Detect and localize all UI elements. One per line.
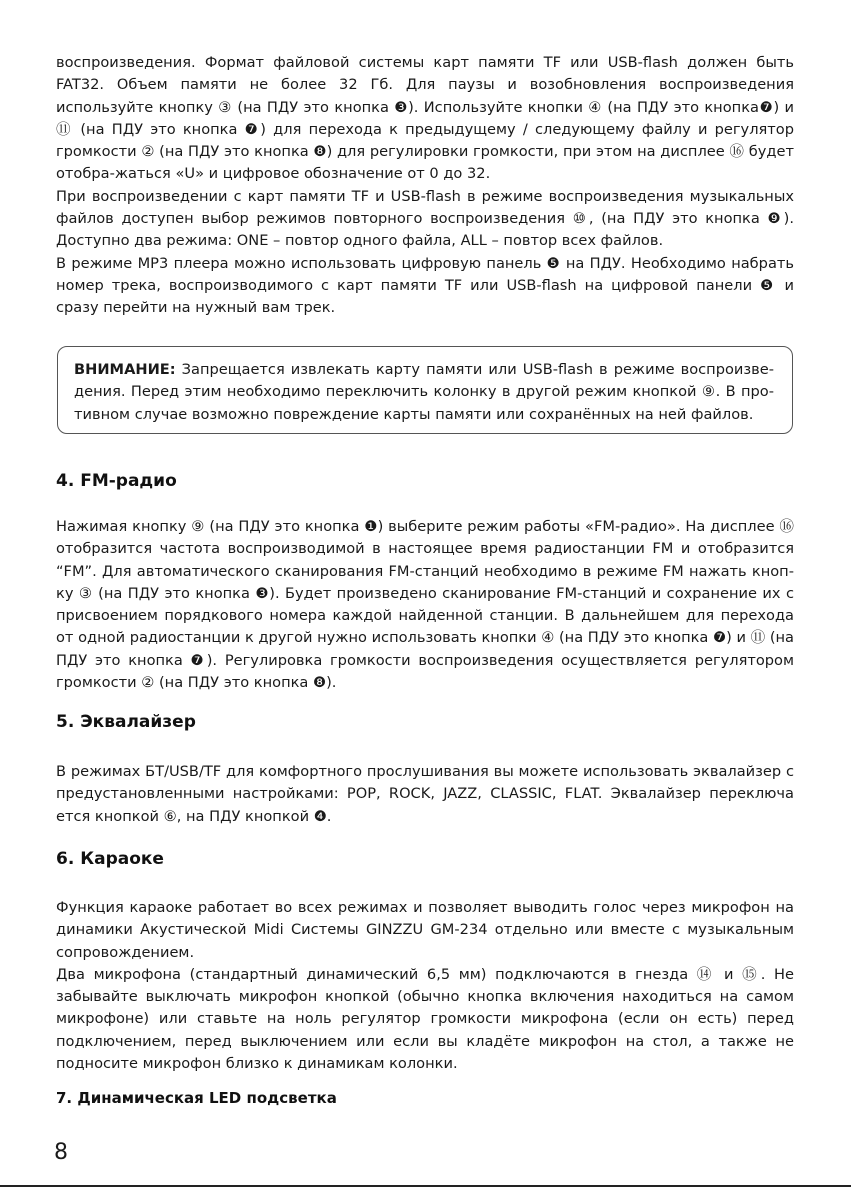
- intro-block: [56, 52, 794, 320]
- warning-body: Запрещается извлекать карту памяти или USB-flash в режиме воспроизве-дения. Перед этим необходимо переключить колонку в другой режим кнопкой ⑨. В про-тивном случае возможно повреждение карты памяти или сохранённых на ней файлов.: [74, 361, 774, 423]
- fm-paragraph: Нажимая кнопку ⑨ (на ПДУ это кнопка ❶) выберите режим работы «FM-радио». На дисплее ⑯ отобразится частота воспроизводимой в настоящее время радиостанции FM и отобразится “FM”. Для автоматического сканирования FM-станций необходимо в режиме FM нажать кноп-ку ③ (на ПДУ это кнопка ❸). Будет произведено сканирование FM-станций и сохранение их с присвоением порядкового номера каждой найденной станции. В дальнейшем для перехода от одной радиостанции к другой нужно использовать кнопки ④ (на ПДУ это кнопка ❼) и ⑪ (на ПДУ это кнопка ❼). Регулировка громкости воспроизведения осуществляется регулятором громкости ② (на ПДУ это кнопка ❽).: [56, 518, 794, 692]
- bottom-rule: [0, 1185, 851, 1187]
- section-title-led: 7. Динамическая LED подсветка: [56, 1089, 337, 1107]
- warning-box: [57, 346, 793, 434]
- warning-label: ВНИМАНИЕ:: [74, 361, 176, 378]
- eq-paragraph: В режимах БТ/USB/TF для комфортного прослушивания вы можете использовать эквалайзер с предустановленными настройками: POP, ROCK, JAZZ, CLASSIC, FLAT. Эквалайзер переключа ется кнопкой ⑥, на ПДУ кнопкой ❹.: [56, 763, 794, 825]
- warning-text: [74, 359, 774, 426]
- intro-paragraph-3: В режиме MP3 плеера можно использовать цифровую панель ❺ на ПДУ. Необходимо набрать номер трека, воспроизводимого с карт памяти TF или USB-flash на цифровой панели ❺ и сразу перейти на нужный вам трек.: [56, 254, 794, 317]
- intro-paragraph-2: При воспроизведении с карт памяти TF и USB-flash в режиме воспроизведения музыкальных файлов доступен выбор режимов повторного воспроизведения ⑩, (на ПДУ это кнопка ❾). Доступно два режима: ONE – повтор одного файла, ALL – повтор всех файлов.: [56, 187, 794, 250]
- section-title-karaoke: 6. Караоке: [56, 849, 164, 869]
- section-title-fm: 4. FM-радио: [56, 471, 177, 491]
- section-title-equalizer: 5. Эквалайзер: [56, 712, 196, 732]
- section-fm-text: [56, 516, 794, 694]
- intro-paragraph-1: воспроизведения. Формат файловой системы карт памяти TF или USB-flash должен быть FAT32. Объем памяти не более 32 Гб. Для паузы и возобновления воспроизведения используйте кнопку ③ (на ПДУ это кнопка ❸). Используйте кнопки ④ (на ПДУ это кнопка❼) и ⑪ (на ПДУ это кнопка ❼) для перехода к предыдущему / следующему файлу и регулятор громкости ② (на ПДУ это кнопка ❽) для регулировки громкости, при этом на дисплее ⑯ будет отобра-жаться «U» и цифровое обозначение от 0 до 32.: [56, 54, 794, 183]
- section-karaoke-text: [56, 897, 794, 1075]
- page-number: 8: [54, 1140, 68, 1165]
- karaoke-paragraph-2: Два микрофона (стандартный динамический 6,5 мм) подключаются в гнезда ⑭ и ⑮. Не забывайте выключать микрофон кнопкой (обычно кнопка включения находиться на самом микрофоне) или ставьте на ноль регулятор громкости микрофона (если он есть) перед подключением, перед выключением или если вы кладёте микрофон на стол, а также не подносите микрофон близко к динамикам колонки.: [56, 965, 794, 1073]
- section-eq-text: [56, 761, 794, 828]
- karaoke-paragraph-1: Функция караоке работает во всех режимах и позволяет выводить голос через микрофон на динамики Акустической Midi Системы GINZZU GM-234 отдельно или вместе с музыкальным сопровождением.: [56, 899, 794, 961]
